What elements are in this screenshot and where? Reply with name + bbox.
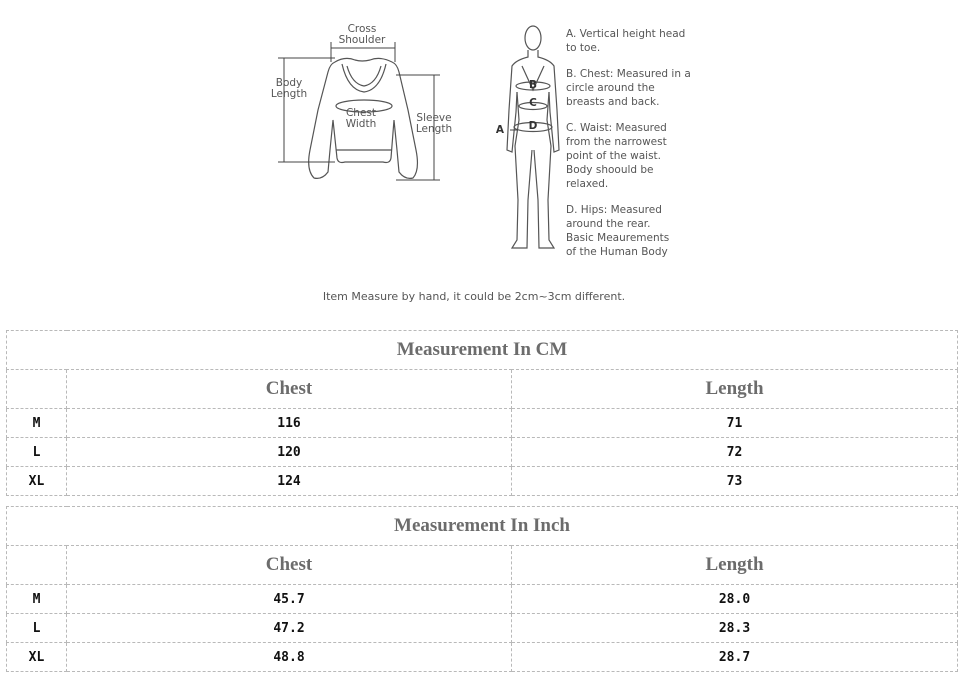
length-cell: 73 <box>512 467 958 496</box>
definition-c: C. Waist: Measured from the narrowest point of the waist. Body shoould be relaxed. <box>566 122 667 190</box>
size-cell: M <box>7 409 67 438</box>
length-cell: 28.0 <box>512 585 958 614</box>
definition-d: D. Hips: Measured around the rear. Basic Meaurements of the Human Body <box>566 204 670 258</box>
chest-header: Chest <box>67 370 512 409</box>
chest-cell: 124 <box>67 467 512 496</box>
chest-cell: 45.7 <box>67 585 512 614</box>
size-cell: M <box>7 585 67 614</box>
chest-header: Chest <box>67 546 512 585</box>
inch-table-title: Measurement In Inch <box>7 507 958 546</box>
table-title-row <box>7 331 958 370</box>
cm-size-table <box>6 330 958 496</box>
definition-a: A. Vertical height head to toe. <box>566 28 686 54</box>
chest-width-label: Chest Width <box>345 107 377 130</box>
point-c-label: C <box>529 97 537 109</box>
length-cell: 72 <box>512 438 958 467</box>
table-title-row <box>7 507 958 546</box>
diagram-drawing <box>0 0 962 320</box>
measurement-definitions <box>566 27 706 271</box>
size-cell: L <box>7 614 67 643</box>
body-length-label: Body Length <box>270 77 308 100</box>
point-a-label: A <box>495 124 505 136</box>
table-header-row <box>7 370 958 409</box>
length-cell: 71 <box>512 409 958 438</box>
table-row <box>7 438 958 467</box>
point-d-label: D <box>528 120 538 132</box>
chest-cell: 47.2 <box>67 614 512 643</box>
table-row <box>7 467 958 496</box>
measurement-diagram <box>0 0 962 320</box>
length-cell: 28.7 <box>512 643 958 672</box>
sleeve-length-label: Sleeve Length <box>415 112 453 135</box>
length-cell: 28.3 <box>512 614 958 643</box>
cross-shoulder-label: Cross Shoulder <box>338 23 386 46</box>
chest-cell: 48.8 <box>67 643 512 672</box>
chest-cell: 120 <box>67 438 512 467</box>
size-cell: XL <box>7 643 67 672</box>
table-row <box>7 614 958 643</box>
table-row <box>7 585 958 614</box>
size-cell: XL <box>7 467 67 496</box>
point-b-label: B <box>528 79 537 91</box>
definition-b: B. Chest: Measured in a circle around the breasts and back. <box>566 68 691 108</box>
length-header: Length <box>512 370 958 409</box>
length-header: Length <box>512 546 958 585</box>
size-cell: L <box>7 438 67 467</box>
measure-note: Item Measure by hand, it could be 2cm~3cm different. <box>322 290 626 303</box>
cm-table-title: Measurement In CM <box>7 331 958 370</box>
table-header-row <box>7 546 958 585</box>
inch-size-table <box>6 506 958 672</box>
human-figure <box>507 26 559 248</box>
table-row <box>7 643 958 672</box>
chest-cell: 116 <box>67 409 512 438</box>
size-header-cell <box>7 546 67 585</box>
table-row <box>7 409 958 438</box>
size-header-cell <box>7 370 67 409</box>
